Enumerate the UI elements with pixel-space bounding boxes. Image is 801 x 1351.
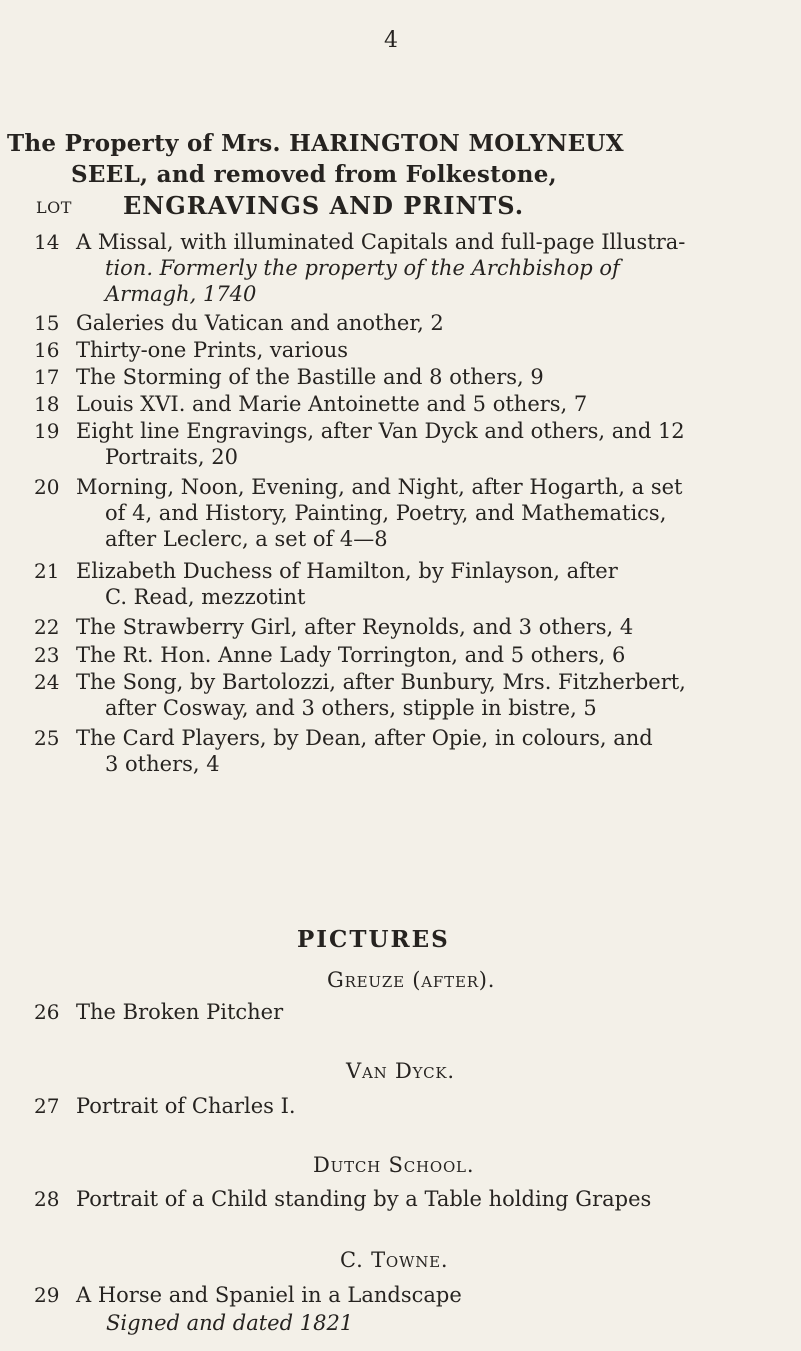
lot-column-header: LOT: [36, 198, 72, 217]
lot-number: 24: [34, 670, 60, 694]
lot-description: Louis XVI. and Marie Antoinette and 5 others, 7: [76, 392, 588, 416]
section-title-pictures: PICTURES: [297, 926, 450, 953]
lot-number: 18: [34, 392, 60, 416]
lot-description: Thirty-one Prints, various: [76, 338, 349, 362]
lot-number: 16: [34, 338, 60, 362]
lot-number: 26: [34, 1000, 60, 1024]
lot-number: 22: [34, 615, 60, 639]
heading-line-1: The Property of Mrs. HARINGTON MOLYNEUX: [7, 130, 624, 157]
lot-number: 25: [34, 726, 60, 750]
lot-description: The Rt. Hon. Anne Lady Torrington, and 5 others, 6: [76, 643, 626, 667]
catalogue-heading: [7, 128, 797, 221]
lot-description: Portrait of Charles I.: [76, 1094, 296, 1118]
lot-description: Galeries du Vatican and another, 2: [76, 311, 444, 335]
page-number: 4: [384, 28, 398, 53]
lot-description: Portrait of a Child standing by a Table holding Grapes: [76, 1187, 652, 1211]
lot-number: 28: [34, 1187, 60, 1211]
lot-description: The Strawberry Girl, after Reynolds, and 3 others, 4: [76, 615, 634, 639]
lot-description: The Song, by Bartolozzi, after Bunbury, Mrs. Fitzherbert, after Cosway, and 3 others, stipple in bistre, 5: [76, 670, 686, 720]
lot-number: 19: [34, 419, 60, 443]
lot-description: Morning, Noon, Evening, and Night, after Hogarth, a set of 4, and History, Painting, Poetry, and Mathematics, after Leclerc, a set of 4—8: [76, 475, 683, 551]
lot-description: Elizabeth Duchess of Hamilton, by Finlayson, after C. Read, mezzotint: [76, 559, 618, 609]
heading-line-2: SEEL, and removed from Folkestone,: [71, 161, 557, 188]
artist-heading: Greuze (after).: [327, 968, 496, 992]
heading-line-3: ENGRAVINGS AND PRINTS.: [123, 191, 525, 220]
lot-number: 17: [34, 365, 60, 389]
artist-heading: Van Dyck.: [346, 1059, 455, 1083]
lot-number: 23: [34, 643, 60, 667]
lot-number: 27: [34, 1094, 60, 1118]
lot-description: The Broken Pitcher: [76, 1000, 284, 1024]
lot-number: 20: [34, 475, 60, 499]
lot-description: The Storming of the Bastille and 8 others, 9: [76, 365, 544, 389]
lot-description: The Card Players, by Dean, after Opie, in colours, and 3 others, 4: [76, 726, 653, 776]
lot-number: 15: [34, 311, 60, 335]
signed-note: Signed and dated 1821: [106, 1311, 354, 1335]
lot-description: A Missal, with illuminated Capitals and full-page Illustra- tion. Formerly the property of the Archbishop of Armagh, 1740: [76, 230, 686, 306]
lot-description: Eight line Engravings, after Van Dyck and others, and 12 Portraits, 20: [76, 419, 685, 469]
lot-number: 21: [34, 559, 60, 583]
lot-number: 14: [34, 230, 60, 254]
artist-heading: Dutch School.: [313, 1153, 475, 1177]
lot-description: A Horse and Spaniel in a Landscape: [76, 1283, 462, 1307]
artist-heading: C. Towne.: [340, 1248, 449, 1272]
lot-number: 29: [34, 1283, 60, 1307]
